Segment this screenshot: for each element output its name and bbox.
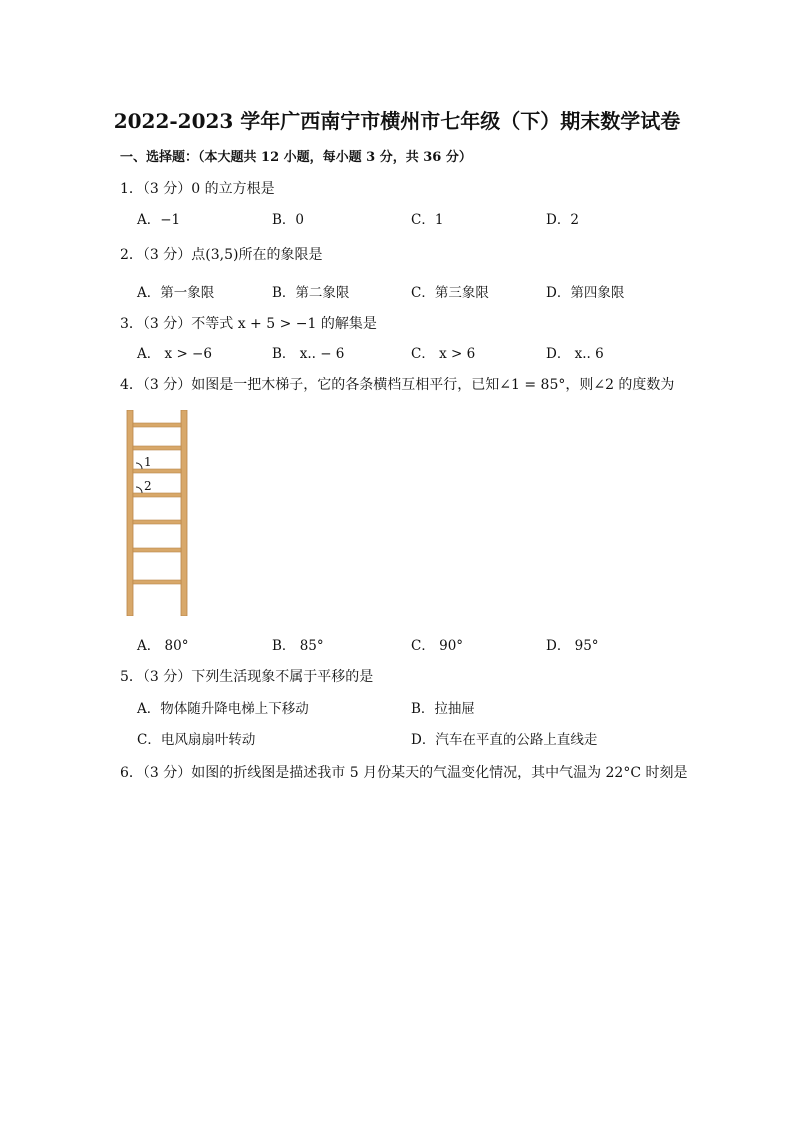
ladder-left-rail [127, 410, 133, 616]
question-6: 6．（3 分）如图的折线图是描述我市 5 月份某天的气温变化情况，其中气温为 22°C 时刻是 [120, 765, 688, 781]
q3-option-c: C． x > 6 [411, 346, 476, 362]
q3-option-b: B． x.. − 6 [272, 346, 345, 362]
q5-option-d: D．汽车在平直的公路上直线走 [411, 732, 598, 748]
page-title: 2022-2023 学年广西南宁市横州市七年级（下）期末数学试卷 [113, 109, 681, 133]
question-4: 4．（3 分）如图是一把木梯子，它的各条横档互相平行，已知∠1 = 85°，则∠2 的度数为 [120, 377, 675, 393]
ladder-rung [133, 493, 181, 497]
q3-option-a: A． x > −6 [137, 346, 212, 362]
ladder-rung [133, 580, 181, 584]
angle-2-arc [136, 487, 142, 493]
question-2: 2．（3 分）点(3,5)所在的象限是 [120, 247, 323, 263]
q1-option-d: D．2 [546, 212, 579, 228]
question-5: 5．（3 分）下列生活现象不属于平移的是 [120, 669, 374, 685]
q5-option-a: A．物体随升降电梯上下移动 [137, 701, 309, 717]
ladder-rung [133, 446, 181, 450]
question-1: 1．（3 分）0 的立方根是 [120, 181, 275, 197]
q5-option-c: C．电风扇扇叶转动 [137, 732, 256, 748]
q4-option-b: B． 85° [272, 638, 324, 654]
ladder-rung [133, 520, 181, 524]
q1-option-b: B．0 [272, 212, 305, 228]
q5-option-b: B．拉抽屉 [411, 701, 475, 717]
question-3: 3．（3 分）不等式 x + 5 > −1 的解集是 [120, 316, 377, 332]
q4-option-a: A． 80° [137, 638, 189, 654]
q1-option-c: C．1 [411, 212, 444, 228]
q1-option-a: A．−1 [137, 212, 181, 228]
ladder-rung [133, 469, 181, 473]
angle-1-label: 1 [144, 455, 152, 469]
ladder-right-rail [181, 410, 187, 616]
ladder-rung [133, 423, 181, 427]
section-heading: 一、选择题：（本大题共 12 小题，每小题 3 分，共 36 分） [120, 150, 472, 165]
q4-option-c: C． 90° [411, 638, 464, 654]
ladder-rung [133, 548, 181, 552]
angle-2-label: 2 [144, 479, 152, 493]
ladder-figure [124, 410, 198, 616]
q2-option-c: C．第三象限 [411, 285, 489, 301]
q2-option-d: D．第四象限 [546, 285, 625, 301]
q2-option-a: A．第一象限 [137, 285, 215, 301]
q4-option-d: D． 95° [546, 638, 599, 654]
q3-option-d: D． x.. 6 [546, 346, 604, 362]
q2-option-b: B．第二象限 [272, 285, 350, 301]
angle-1-arc [136, 463, 142, 469]
